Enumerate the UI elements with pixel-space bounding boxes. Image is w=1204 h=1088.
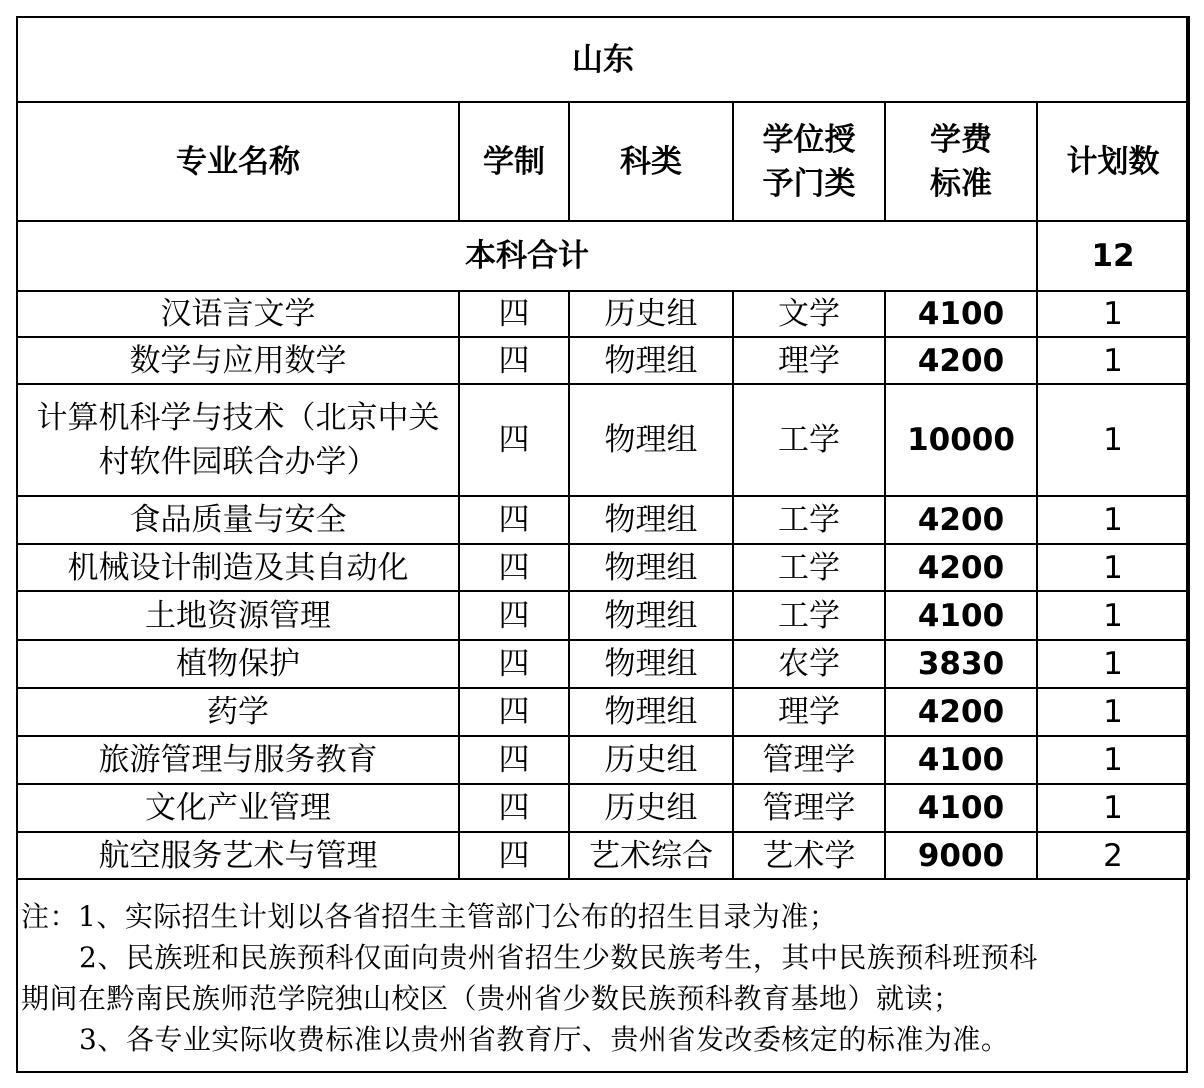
table-row <box>17 688 1189 736</box>
fee: 4100 <box>885 784 1037 832</box>
fee: 4200 <box>885 496 1037 544</box>
fee: 9000 <box>885 832 1037 879</box>
header-plan: 计划数 <box>1037 102 1189 221</box>
plan-count: 1 <box>1037 591 1189 640</box>
major-name: 植物保护 <box>17 640 459 688</box>
notes <box>21 896 1181 1060</box>
note-line-3: 期间在黔南民族师范学院独山校区（贵州省少数民族预科教育基地）就读； <box>21 982 962 1015</box>
enrollment-plan-table <box>16 16 1190 880</box>
plan-count: 1 <box>1037 688 1189 736</box>
category: 物理组 <box>569 640 733 688</box>
major-name: 汉语言文学 <box>17 291 459 337</box>
table-row <box>17 544 1189 591</box>
header-degree: 学位授予门类 <box>733 102 885 221</box>
note-line-4: 3、各专业实际收费标准以贵州省教育厅、贵州省发改委核定的标准为准。 <box>79 1023 1010 1056</box>
header-category: 科类 <box>569 102 733 221</box>
category: 艺术综合 <box>569 832 733 879</box>
header-duration: 学制 <box>459 102 569 221</box>
major-name: 旅游管理与服务教育 <box>17 736 459 784</box>
category: 历史组 <box>569 736 733 784</box>
subtotal-value: 12 <box>1037 221 1189 291</box>
duration: 四 <box>459 291 569 337</box>
degree: 理学 <box>733 337 885 384</box>
note-line-2: 2、民族班和民族预科仅面向贵州省招生少数民族考生，其中民族预科班预科 <box>79 941 1038 974</box>
duration: 四 <box>459 736 569 784</box>
plan-count: 1 <box>1037 544 1189 591</box>
major-name: 航空服务艺术与管理 <box>17 832 459 879</box>
plan-count: 1 <box>1037 784 1189 832</box>
degree: 理学 <box>733 688 885 736</box>
fee: 4200 <box>885 544 1037 591</box>
duration: 四 <box>459 640 569 688</box>
degree: 工学 <box>733 591 885 640</box>
major-name: 药学 <box>17 688 459 736</box>
fee: 10000 <box>885 384 1037 496</box>
duration: 四 <box>459 688 569 736</box>
degree: 工学 <box>733 496 885 544</box>
plan-count: 1 <box>1037 496 1189 544</box>
category: 物理组 <box>569 337 733 384</box>
subtotal-row <box>17 221 1189 291</box>
fee: 4100 <box>885 591 1037 640</box>
fee: 4100 <box>885 291 1037 337</box>
degree: 农学 <box>733 640 885 688</box>
plan-count: 1 <box>1037 291 1189 337</box>
plan-count: 1 <box>1037 640 1189 688</box>
fee: 4100 <box>885 736 1037 784</box>
duration: 四 <box>459 384 569 496</box>
table-row <box>17 337 1189 384</box>
plan-count: 1 <box>1037 384 1189 496</box>
plan-count: 2 <box>1037 832 1189 879</box>
degree: 工学 <box>733 384 885 496</box>
major-name: 数学与应用数学 <box>17 337 459 384</box>
fee: 4200 <box>885 688 1037 736</box>
duration: 四 <box>459 784 569 832</box>
degree: 管理学 <box>733 736 885 784</box>
degree: 工学 <box>733 544 885 591</box>
table-row <box>17 784 1189 832</box>
category: 历史组 <box>569 291 733 337</box>
fee: 4200 <box>885 337 1037 384</box>
duration: 四 <box>459 496 569 544</box>
table-title: 山东 <box>17 17 1189 102</box>
fee: 3830 <box>885 640 1037 688</box>
degree: 艺术学 <box>733 832 885 879</box>
major-name: 机械设计制造及其自动化 <box>17 544 459 591</box>
category: 物理组 <box>569 384 733 496</box>
plan-count: 1 <box>1037 736 1189 784</box>
duration: 四 <box>459 832 569 879</box>
category: 物理组 <box>569 544 733 591</box>
table-row <box>17 291 1189 337</box>
category: 历史组 <box>569 784 733 832</box>
table-row <box>17 832 1189 879</box>
degree: 管理学 <box>733 784 885 832</box>
duration: 四 <box>459 591 569 640</box>
category: 物理组 <box>569 591 733 640</box>
category: 物理组 <box>569 688 733 736</box>
header-fee: 学费标准 <box>885 102 1037 221</box>
duration: 四 <box>459 544 569 591</box>
category: 物理组 <box>569 496 733 544</box>
plan-count: 1 <box>1037 337 1189 384</box>
major-name: 食品质量与安全 <box>17 496 459 544</box>
subtotal-label: 本科合计 <box>17 221 1037 291</box>
table-row <box>17 640 1189 688</box>
header-row <box>17 102 1189 221</box>
degree: 文学 <box>733 291 885 337</box>
note-line-1: 注：1、实际招生计划以各省招生主管部门公布的招生目录为准； <box>21 900 838 933</box>
major-name: 文化产业管理 <box>17 784 459 832</box>
table-row <box>17 591 1189 640</box>
major-name: 土地资源管理 <box>17 591 459 640</box>
header-major: 专业名称 <box>17 102 459 221</box>
major-name: 计算机科学与技术（北京中关村软件园联合办学） <box>17 384 459 496</box>
table-row <box>17 496 1189 544</box>
table-row <box>17 384 1189 496</box>
duration: 四 <box>459 337 569 384</box>
table-row <box>17 736 1189 784</box>
